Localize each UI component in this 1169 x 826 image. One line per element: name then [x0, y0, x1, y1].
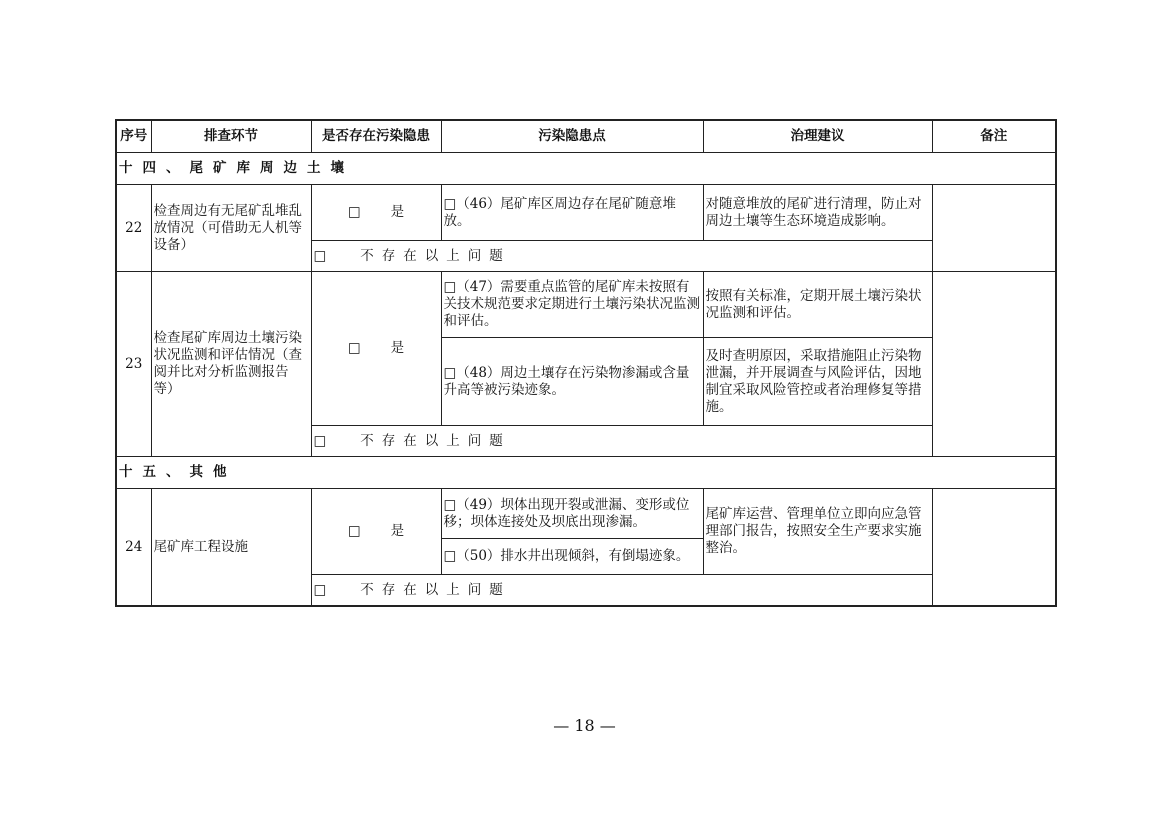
- row-number: 24: [116, 489, 151, 607]
- checkbox[interactable]: □: [347, 204, 361, 220]
- yes-cell: [311, 185, 441, 241]
- advice-cell: 按照有关标准，定期开展土壤污染状况监测和评估。: [703, 272, 932, 338]
- row-number: 22: [116, 185, 151, 272]
- none-option: [311, 241, 932, 272]
- table-header-row: [116, 120, 1056, 153]
- table-row: [116, 185, 1056, 241]
- section-title-14: 十四、尾矿库周边土壤: [116, 153, 1056, 185]
- yes-cell: [311, 272, 441, 426]
- hazard-point: □（49）坝体出现开裂或泄漏、变形或位移；坝体连接处及坝底出现渗漏。: [441, 489, 703, 539]
- none-option: [311, 575, 932, 607]
- yes-label: 是: [390, 204, 405, 220]
- yes-cell: [311, 489, 441, 575]
- hazard-point: □（50）排水井出现倾斜，有倒塌迹象。: [441, 539, 703, 575]
- step-cell: 检查尾矿库周边土壤污染状况监测和评估情况（查阅并比对分析监测报告等）: [151, 272, 311, 457]
- header-advice: 治理建议: [703, 120, 932, 153]
- none-label: 不存在以上问题: [360, 581, 511, 598]
- yes-label: 是: [390, 340, 405, 356]
- page-number: — 18 —: [553, 716, 616, 735]
- note-cell: [932, 489, 1056, 607]
- table-row: [116, 272, 1056, 338]
- section-row: [116, 153, 1056, 185]
- checkbox[interactable]: □: [313, 247, 327, 264]
- advice-cell: 及时查明原因，采取措施阻止污染物泄漏，并开展调查与风险评估，因地制宜采取风险管控或者治理修复等措施。: [703, 338, 932, 426]
- checkbox[interactable]: □: [347, 523, 361, 539]
- header-exists: 是否存在污染隐患: [311, 120, 441, 153]
- header-no: 序号: [116, 120, 151, 153]
- hazard-point: □（46）尾矿库区周边存在尾矿随意堆放。: [441, 185, 703, 241]
- header-step: 排查环节: [151, 120, 311, 153]
- checkbox[interactable]: □: [313, 432, 327, 449]
- none-label: 不存在以上问题: [360, 247, 511, 264]
- note-cell: [932, 272, 1056, 457]
- checkbox[interactable]: □: [313, 581, 327, 598]
- advice-cell: 尾矿库运营、管理单位立即向应急管理部门报告，按照安全生产要求实施整治。: [703, 489, 932, 575]
- none-option: [311, 426, 932, 457]
- step-cell: 检查周边有无尾矿乱堆乱放情况（可借助无人机等设备）: [151, 185, 311, 272]
- header-points: 污染隐患点: [441, 120, 703, 153]
- yes-label: 是: [390, 523, 405, 539]
- hazard-point: □（47）需要重点监管的尾矿库未按照有关技术规范要求定期进行土壤污染状况监测和评估。: [441, 272, 703, 338]
- section-row: [116, 457, 1056, 489]
- section-title-15: 十五、其他: [116, 457, 1056, 489]
- note-cell: [932, 185, 1056, 272]
- inspection-table: [115, 119, 1057, 607]
- checkbox[interactable]: □: [347, 340, 361, 356]
- step-cell: 尾矿库工程设施: [151, 489, 311, 607]
- header-note: 备注: [932, 120, 1056, 153]
- row-number: 23: [116, 272, 151, 457]
- none-label: 不存在以上问题: [360, 432, 511, 449]
- hazard-point: □（48）周边土壤存在污染物渗漏或含量升高等被污染迹象。: [441, 338, 703, 426]
- table-row: [116, 489, 1056, 539]
- advice-cell: 对随意堆放的尾矿进行清理，防止对周边土壤等生态环境造成影响。: [703, 185, 932, 241]
